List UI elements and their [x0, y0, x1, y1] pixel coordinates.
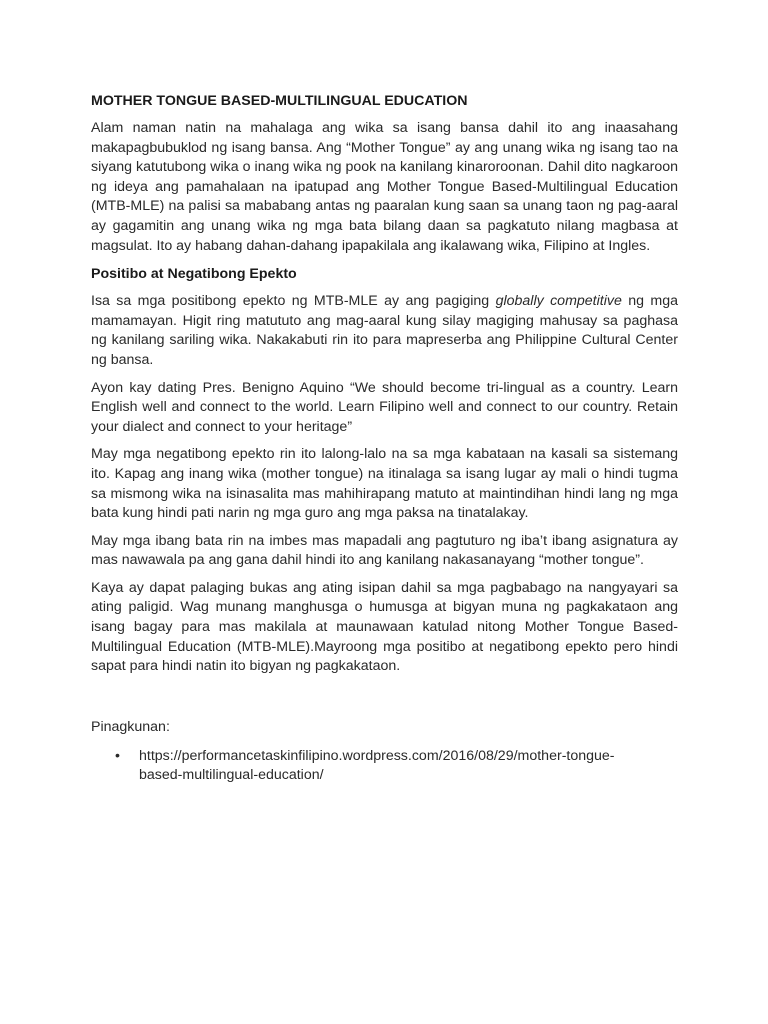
negative-effects-paragraph: May mga negatibong epekto rin ito lalong-lalo na sa mga kabataan na kasali sa sistemang ito. Kapag ang inang wika (mother tongue) na itinalaga sa isang lugar ay mali o hindi tugma sa mismong wika na isinasalita mas mahihirapang matuto at maintindihan hindi lang ng mga bata kung hindi pati narin ng mga guro ang mga paksa na tinatalakay.: [91, 446, 678, 522]
positive-effects-paragraph: [91, 292, 678, 370]
spacer: [91, 685, 678, 717]
emphasis-globally-competitive: globally competitive: [495, 293, 622, 310]
aquino-quote-paragraph: Ayon kay dating Pres. Benigno Aquino “We should become tri-lingual as a country. Learn English well and connect to the world. Learn Filipino well and connect to our country. Retain your dialect and connect to your heritage”: [91, 379, 678, 435]
sources-label: Pinagkunan:: [91, 718, 170, 735]
source-link-line-2: based-multilingual-education/: [139, 767, 324, 784]
positive-effects-text-end: ng mga mamamayan. Higit ring matututo ang mag-aaral kung silay magiging mahusay sa paghasa ng kanilang sariling wika. Nakakabuti rin ito para mapreserba ang Philippine Cultural Center ng bansa.: [91, 293, 679, 368]
positive-effects-text-start: Isa sa mga positibong epekto ng MTB-MLE ay ang pagiging: [91, 293, 496, 310]
section-heading: Positibo at Negatibong Epekto: [91, 266, 297, 283]
source-link-line-1: https://performancetaskinfilipino.wordpress.com/2016/08/29/mother-tongue-: [139, 747, 615, 764]
source-link[interactable]: [139, 747, 639, 786]
document-title: MOTHER TONGUE BASED-MULTILINGUAL EDUCATION: [91, 93, 468, 109]
bullet-icon: •: [115, 747, 120, 764]
motivation-paragraph: May mga ibang bata rin na imbes mas mapadali ang pagtuturo ng iba’t ibang asignatura ay mas nawawala pa ang gana dahil hindi ito ang kanilang nakasanayang “mother tongue”.: [91, 532, 678, 569]
document-page: [91, 91, 678, 786]
intro-paragraph: Alam naman natin na mahalaga ang wika sa isang bansa dahil ito ang inaasahang makapagbubuklod ng isang bansa. Ang “Mother Tongue” ay ang unang wika ng isang tao na siyang katutubong wika o inang wika ng pook na kanilang kinaroroonan. Dahil dito nagkaroon ng ideya ang pamahalaan na ipatupad ang Mother Tongue Based-Multilingual Education (MTB-MLE) na palisi sa mababang antas ng paaralan kung saan sa unang taon ng pag-aaral ay gagamitin ang unang wika ng mga bata bilang daan sa pagkatuto nilang magbasa at magsulat. Ito ay habang dahan-dahang ipapakilala ang ikalawang wika, Filipino at Ingles.: [91, 120, 678, 254]
source-item[interactable]: [115, 747, 678, 786]
conclusion-paragraph: Kaya ay dapat palaging bukas ang ating isipan dahil sa mga pagbabago na nangyayari sa ating paligid. Wag munang manghusga o humusga at bigyan muna ng pagkakataon ang isang bagay para mas makilala at maunawaan katulad nitong Mother Tongue Based-Multilingual Education (MTB-MLE).Mayroong mga positibo at negatibong epekto pero hindi sapat para hindi natin ito bigyan ng pagkakataon.: [91, 579, 678, 675]
sources-list: [91, 747, 678, 786]
